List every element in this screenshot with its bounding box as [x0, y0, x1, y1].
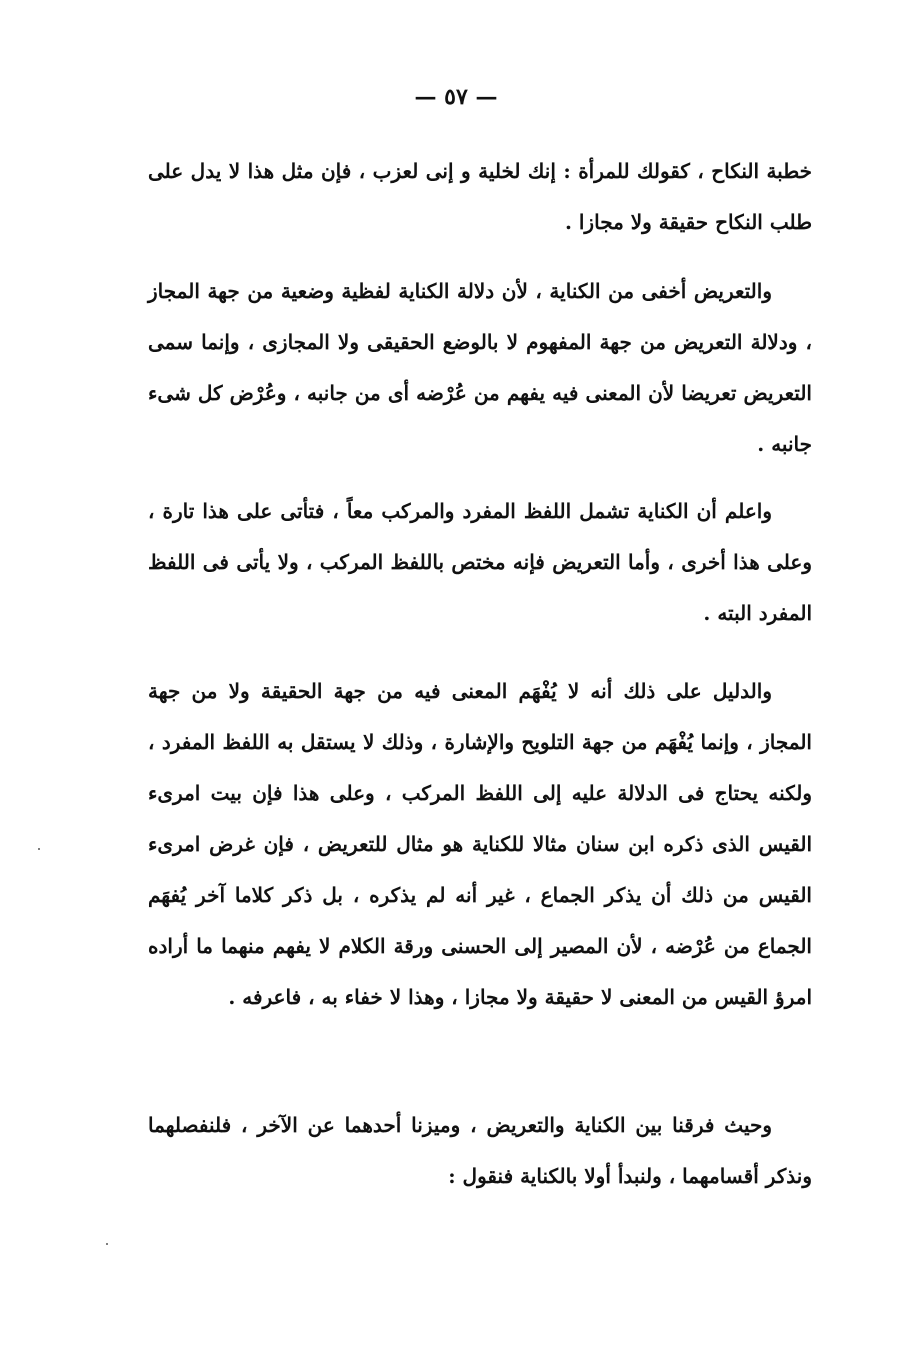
paragraph-5	[148, 1100, 812, 1202]
paragraph-text: والتعريض أخفى من الكناية ، لأن دلالة الكناية لفظية وضعية من جهة المجاز ، ودلالة التعريض من جهة المفهوم لا بالوضع الحقيقى ولا المجازى ، وإنما سمى التعريض تعريضا لأن المعنى فيه يفهم من عُرْضه أى من جانبه ، وعُرْض كل شىء جانبه .	[148, 279, 812, 456]
paragraph-text: وحيث فرقنا بين الكناية والتعريض ، وميزنا أحدهما عن الآخر ، فلنفصلهما ونذكر أقسامهما ، ولنبدأ أولا بالكناية فنقول :	[148, 1113, 812, 1188]
page-number: — ٥٧ —	[414, 84, 498, 110]
paragraph-2	[148, 266, 812, 470]
paragraph-text: والدليل على ذلك أنه لا يُفْهَم المعنى فيه من جهة الحقيقة ولا من جهة المجاز ، وإنما يُفْهَم من جهة التلويح والإشارة ، وذلك لا يستقل به اللفظ المفرد ، ولكنه يحتاج فى الدلالة عليه إلى اللفظ المركب ، وعلى هذا فإن بيت امرىء القيس الذى ذكره ابن سنان مثالا للكناية هو مثال للتعريض ، فإن غرض امرىء القيس من ذلك أن يذكر الجماع ، غير أنه لم يذكره ، بل ذكر كلاما آخر يُفهَم الجماع من عُرْضه ، لأن المصير إلى الحسنى ورقة الكلام لا يفهم منهما ما أراده امرؤ القيس من المعنى لا حقيقة ولا مجازا ، وهذا لا خفاء به ، فاعرفه .	[148, 679, 812, 1009]
paragraph-text: خطبة النكاح ، كقولك للمرأة : إنك لخلية و إنى لعزب ، فإن مثل هذا لا يدل على طلب النكاح حقيقة ولا مجازا .	[148, 159, 812, 234]
scan-speck	[106, 1243, 108, 1245]
paragraph-3	[148, 486, 812, 639]
scan-speck	[38, 848, 40, 850]
paragraph-1	[148, 146, 812, 248]
paragraph-4	[148, 666, 812, 1023]
paragraph-text: واعلم أن الكناية تشمل اللفظ المفرد والمركب معاً ، فتأتى على هذا تارة ، وعلى هذا أخرى ، وأما التعريض فإنه مختص باللفظ المركب ، ولا يأتى فى اللفظ المفرد البته .	[148, 499, 812, 625]
